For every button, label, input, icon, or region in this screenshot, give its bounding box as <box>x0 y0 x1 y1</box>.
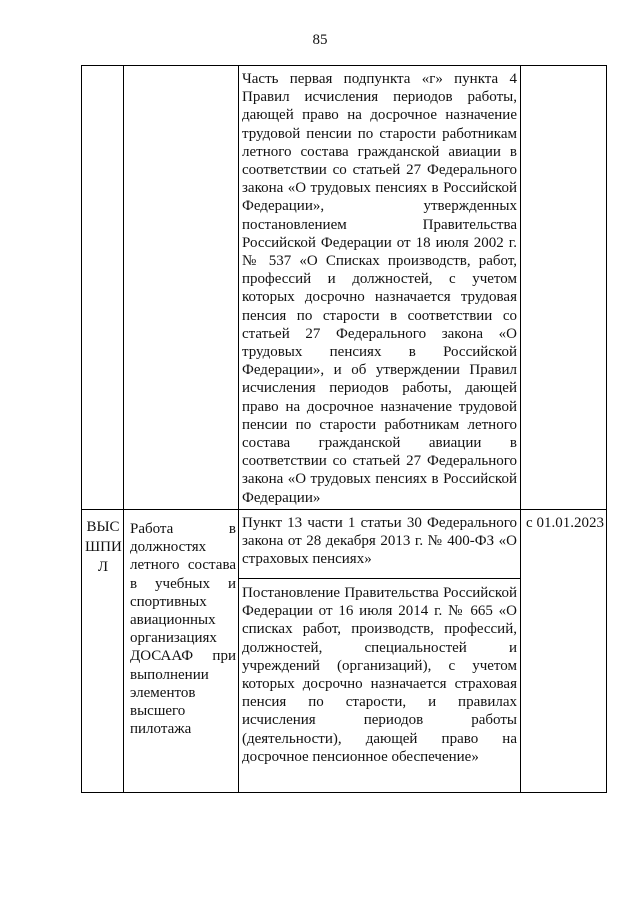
table-row-divider <box>81 509 607 510</box>
basis-sub-divider <box>238 578 521 579</box>
table-divider-basis <box>520 65 521 792</box>
table-row-2-code: ВЫС ШПИ Л <box>85 519 122 575</box>
table-divider-description <box>238 65 239 792</box>
table-row-2-description: Работа в должностях летного состава в учебных и спортивных авиационных организациях ДОСААФ при выполнении элементов высшего пилотажа <box>130 521 236 738</box>
table-border-right <box>606 65 607 792</box>
page-number: 85 <box>312 32 328 48</box>
table-border-left <box>81 65 82 792</box>
table-row-1-basis: Часть первая подпункта «г» пункта 4 Правил исчисления периодов работы, дающей право на досрочное назначение трудовой пенсии по старости работникам летного состава гражданской авиации в соответствии со статьей 27 Федерального закона «О трудовых пенсиях в Российской Федерации», утвержденных постановлением Правительства Российской Федерации от 18 июля 2002 г. № 537 «О Списках производств, работ, профессий и должностей, с учетом которых досрочно назначается трудовая пенсия по старости в соответствии со статьей 27 Федерального закона «О трудовых пенсиях в Российской Федерации», и об утверждении Правил исчисления периодов работы, дающей право на досрочное назначение трудовой пенсии по старости работникам летного состава гражданской авиации в соответствии со статьей 27 Федерального закона «О трудовых пенсиях в Российской Федерации» <box>242 71 517 506</box>
table-divider-code <box>123 65 124 792</box>
table-row-2-basis-2: Постановление Правительства Российской Федерации от 16 июля 2014 г. № 665 «О списках работ, производств, профессий, должностей, специальностей и учреждений (организаций), с учетом которых досрочно назначается страховая пенсия по старости, и правилах исчисления периодов работы (деятельности), дающей право на досрочное пенсионное обеспечение» <box>242 585 517 765</box>
table-border-top <box>81 65 607 66</box>
table-row-2-date: с 01.01.2023 <box>526 515 604 531</box>
table-border-bottom <box>81 792 607 793</box>
table-row-2-basis-1: Пункт 13 части 1 статьи 30 Федерального закона от 28 декабря 2013 г. № 400-ФЗ «О страховых пенсиях» <box>242 515 517 568</box>
